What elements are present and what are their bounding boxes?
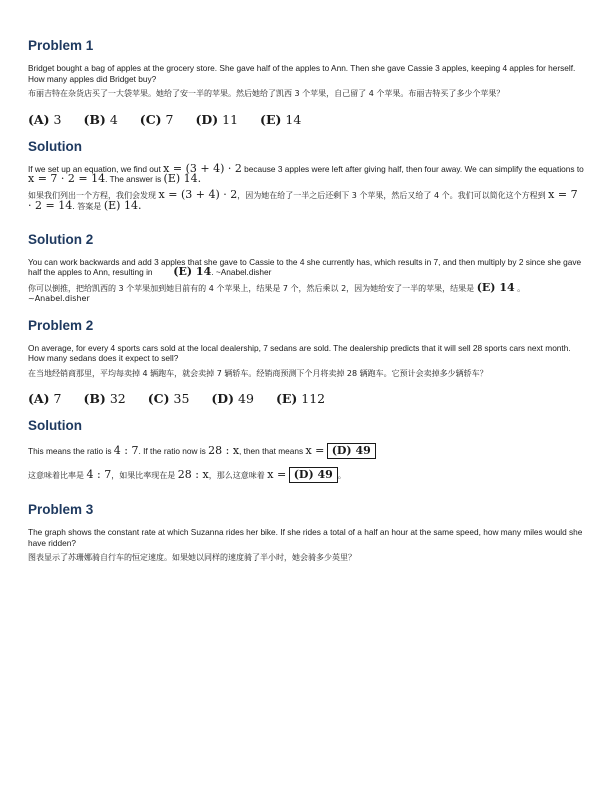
equation: x = 7 · 2 = 14 [28,187,578,212]
answer: (E) 14. [103,199,142,212]
solution-2-heading: Solution 2 [28,231,94,247]
equation: x = (3 + 4) · 2 [158,187,238,201]
answer: (E) 14 [476,280,515,294]
problem-1-text-en: Bridget bought a bag of apples at the grocery store. She gave half of the apples to Ann. Then she gave Cassie 3 apples, keeping 4 apples for herself. How many apples did Bridget buy? [28,63,576,84]
choice-c: (C) 7 [139,111,174,127]
boxed-answer: (D) 49 [289,467,338,483]
problem-2-heading: Problem 2 [28,317,94,333]
solution-3-text-en: This means the ratio is 4 : 7. If the ratio now is 28 : x, then that means x = (D) 49 [28,443,584,459]
problem-3-heading: Problem 3 [28,502,94,517]
problem-3-text-zh: 图表显示了苏珊娜骑自行车的恒定速度。如果她以同样的速度骑了半小时，她会骑多少英里？ [28,553,356,562]
problem-2-choices [28,391,584,406]
problem-2-text-zh: 在当地经销商那里，平均每卖掉 4 辆跑车，就会卖掉 7 辆轿车。经销商预测下个月将卖掉 28 辆跑车。它预计会卖掉多少辆轿车？ [28,368,488,378]
solution-3-heading: Solution [28,418,82,433]
choice-b: (B) 32 [83,391,126,406]
solution-1-text-zh: 如果我们列出一个方程，我们会发现 x = (3 + 4) · 2，因为她在给了一半之后还剩下 3 个苹果，然后又给了 4 个。我们可以简化这个方程到 x = 7 · 2 = 14. 答案是 (E) 14. [28,187,578,212]
equation: x = (3 + 4) · 2 [163,161,242,175]
problem-2-text-en: On average, for every 4 sports cars sold at the local dealership, 7 sedans are sold. The dealership predicts that it will sell 28 sports cars next month. How many sedans does it expect to sell? [28,342,571,363]
solution-1-text-en: If we set up an equation, we find out x = (3 + 4) · 2 because 3 apples were left after giving half, then four away. We can simplify the equations to x = 7 · 2 = 14. The answer is (E) 14. [28,161,584,185]
choice-a: (A) 3 [28,111,62,127]
choice-a: (A) 7 [28,391,62,406]
equation: x = 7 · 2 = 14 [28,172,106,185]
solution-3-text-zh: 这意味着比率是 4 : 7，如果比率现在是 28 : x，那么这意味着 x = (D) 49 。 [28,468,346,481]
answer: (E) 14. [163,172,202,185]
problem-1-heading: Problem 1 [28,38,94,53]
solution-1-heading: Solution [28,138,82,154]
problem-1-text-zh: 布丽吉特在杂货店买了一大袋苹果。她给了安一半的苹果。然后她给了凯西 3 个苹果，自己留了 4 个苹果。布丽吉特买了多少个苹果？ [28,89,505,98]
answer: (E) 14 [173,265,212,278]
choice-d: (D) 49 [211,391,254,406]
solution-2-text-en: You can work backwards and add 3 apples that she gave to Cassie to the 4 she currently has, which results in 7, and then multiply by 2 since she gave half the apples to Ann, resulting in (E) 14. ~Anabel.disher [28,256,582,278]
boxed-answer: (D) 49 [327,443,376,459]
choice-e: (E) 14 [260,111,302,127]
choice-d: (D) 11 [195,111,239,127]
choice-e: (E) 112 [275,391,326,406]
problem-1-choices [28,112,584,127]
problem-3-text-en: The graph shows the constant rate at which Suzanna rides her bike. If she rides a total of a half an hour at the same speed, how many miles would she have ridden? [28,527,583,548]
choice-b: (B) 4 [83,111,118,127]
solution-2-text-zh: 你可以倒推，把给凯西的 3 个苹果加到她目前有的 4 个苹果上，结果是 7 个，然后乘以 2，因为她给安了一半的苹果，结果是 (E) 14 。 ~Anabel.disher [28,280,526,303]
choice-c: (C) 35 [147,391,190,406]
